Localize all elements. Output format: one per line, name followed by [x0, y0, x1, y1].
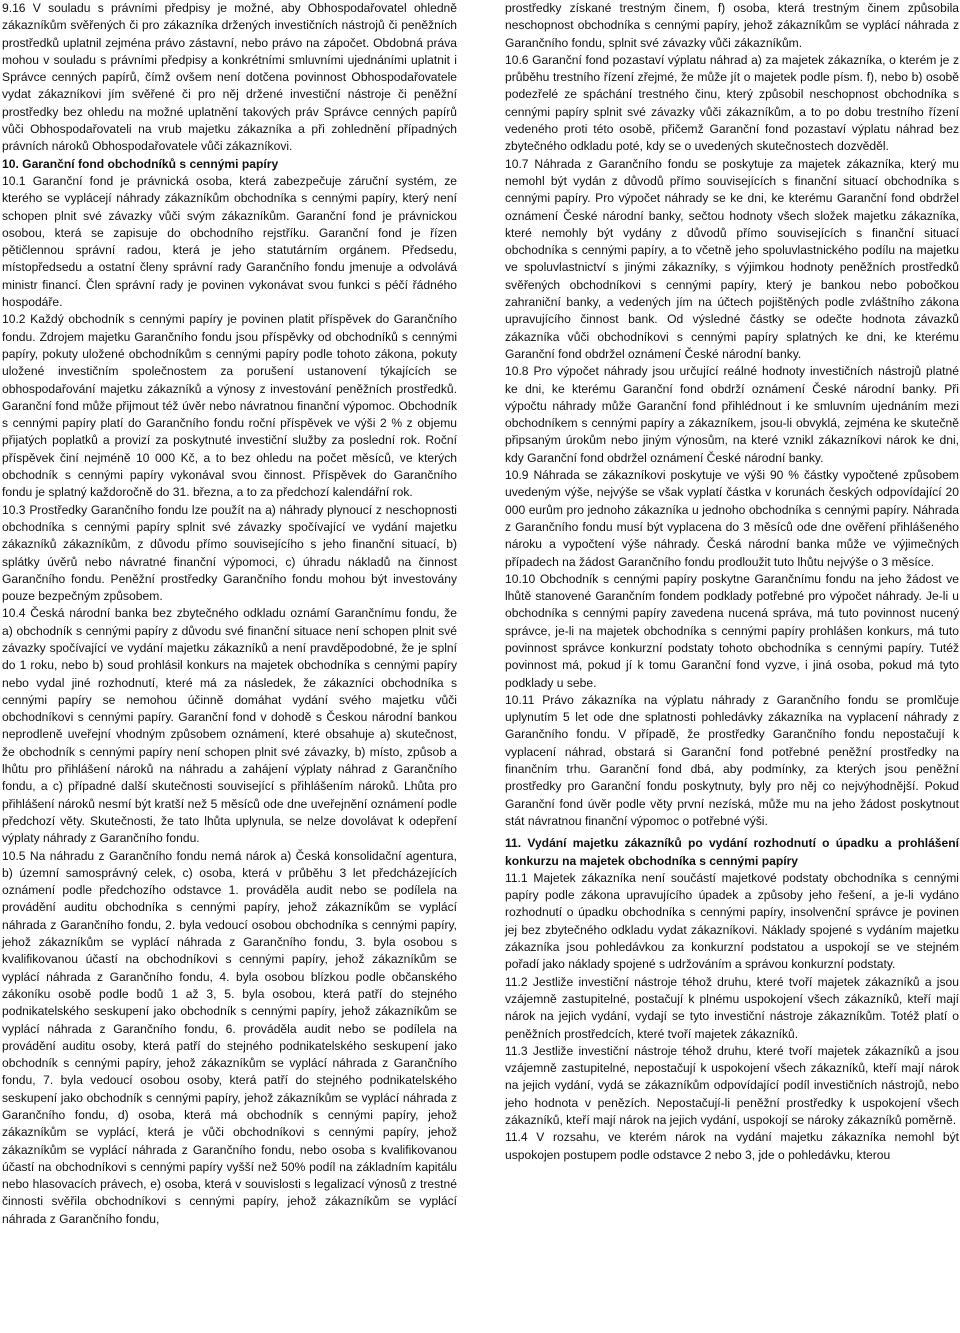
paragraph-10-6: 10.6 Garanční fond pozastaví výplatu náhrad a) za majetek zákazníka, o kterém je z průběhu trestního řízení zřejmé, že může jít o majetek podle písm. f), nebo b) osobě podezřelé ze spáchání trestného činu, který způsobil neschopnost obchodníka s cennými papíry splnit své závazky vůči zákazníkům, a to po dobu trestního řízení vedeného proti této osobě, přičemž Garanční fond pozastaví výplatu náhrad bez zbytečného odkladu poté, kdy se o uvedených skutečnostech dozvěděl.	[505, 52, 959, 154]
paragraph-10-3: 10.3 Prostředky Garančního fondu lze použít na a) náhrady plynoucí z neschopnosti obchodníka s cennými papíry splnit své závazky spočívající ve vydání majetku zákazníků zákazníkům, z důvodu přímo souvisejícího s jeho finanční situací, b) splátky úvěrů nebo návratné finanční výpomoci, c) úhradu nákladů na činnost Garančního fondu. Peněžní prostředky Garančního fondu mohou být investovány pouze bezpečným způsobem.	[2, 502, 457, 604]
paragraph-11-1: 11.1 Majetek zákazníka není součástí majetkové podstaty obchodníka s cennými papíry podle zákona upravujícího úpadek a způsoby jeho řešení, a je-li vydáno rozhodnutí o úpadku obchodníka s cennými papíry, insolvenční správce je povinen jej bez zbytečného odkladu vydat zákazníkovi. Náklady spojené s vydáním majetku zákazníka jsou pohledávkou za konkurzní podstatou a uspokojí se ve stejném pořadí jako náklady spojené s udržováním a správou konkurzní podstaty.	[505, 870, 959, 972]
paragraph-11-4: 11.4 V rozsahu, ve kterém nárok na vydání majetku zákazníka nemohl být uspokojen postupem podle odstavce 2 nebo 3, jde o pohledávku, kterou	[505, 1130, 959, 1162]
paragraph-10-2: 10.2 Každý obchodník s cennými papíry je povinen platit příspěvek do Garančního fondu. Zdrojem majetku Garančního fondu jsou příspěvky od obchodníků s cennými papíry, pokuty uložené obchodníkům s cennými papíry podle tohoto zákona, pokuty uložené investičním společnostem za porušení ustanovení týkajících se obhospodařování majetku zákazníků a výnosy z investování peněžních prostředků. Garanční fond může přijmout též úvěr nebo návratnou finanční výpomoc. Obchodník s cennými papíry platí do Garančního fondu roční příspěvek ve výši 2 % z objemu přijatých poplatků a provizí za poskytnuté investiční služby za poslední rok. Roční příspěvek činí nejméně 10 000 Kč, a to bez ohledu na počet měsíců, ve kterých obchodník s cennými papíry vykonával svou činnost. Příspěvek do Garančního fondu je splatný každoročně do 31. března, a to za předchozí kalendářní rok.	[2, 312, 457, 500]
section-heading-10: 10. Garanční fond obchodníků s cennými papíry	[2, 156, 279, 171]
right-column	[505, 0, 959, 1164]
paragraph-11-2: 11.2 Jestliže investiční nástroje téhož druhu, které tvoří majetek zákazníků a jsou vzájemně zastupitelné, postačují k plnému uspokojení všech zákazníků, kteří mají nárok na jejich vydání, vydají se tyto investiční nástroje zákazníkům. Totéž platí o peněžních prostředcích, které tvoří majetek zákazníků.	[505, 974, 959, 1041]
paragraph-11-3: 11.3 Jestliže investiční nástroje téhož druhu, které tvoří majetek zákazníků a jsou vzájemně zastupitelné, nepostačují k uspokojení všech zákazníků, kteří mají nárok na jejich vydání, vydá se zákazníkům odpovídající podíl investičních nástrojů, nebo jeho hodnota v penězích. Nepostačují-li peněžní prostředky k uspokojení všech zákazníků, kteří mají nárok na jejich vydání, uspokojí se nároky zákazníků poměrně.	[505, 1043, 959, 1127]
paragraph-10-1: 10.1 Garanční fond je právnická osoba, která zabezpečuje záruční systém, ze kterého se vyplácejí náhrady zákazníkům obchodníka s cennými papíry, který není schopen plnit své závazky vůči svým zákazníkům. Garanční fond je právnickou osobou, která se zapisuje do obchodního rejstříku. Garanční fond je řízen pětičlennou správní radou, která je jeho statutárním orgánem. Předsedu, místopředsedu a ostatní členy správní rady Garančního fondu jmenuje a odvolává ministr financí. Člen správní rady je povinen vykonávat svou funkci s péčí řádného hospodáře.	[2, 173, 457, 310]
paragraph-10-11: 10.11 Právo zákazníka na výplatu náhrady z Garančního fondu se promlčuje uplynutím 5 let ode dne splatnosti pohledávky zákazníka na vyplacení náhrady z Garančního fondu. V případě, že prostředky Garančního fondu nepostačují k vyplacení náhrad, obstará si Garanční fond potřebné peněžní prostředky na finančním trhu. Garanční fond dbá, aby podmínky, za kterých jsou peněžní prostředky pro Garanční fondu poskytnuty, byly pro něj co nejvýhodnější. Pokud Garanční fond úvěr podle věty první nezíská, může mu na jeho žádost poskytnout stát návratnou finanční výpomoc o potřebné výši.	[505, 692, 959, 828]
paragraph-10-5-continued: prostředky získané trestným činem, f) osoba, která trestným činem způsobila neschopnost obchodníka s cennými papíry, jehož zákazníkům se vyplácí náhrada z Garančního fondu, splnit své závazky vůči zákazníkům.	[505, 1, 959, 50]
paragraph-9-16: 9.16 V souladu s právními předpisy je možné, aby Obhospodařovatel ohledně zákazníkům svěřených či pro zákazníka držených investičních nástrojů či peněžních prostředků uplatnil zejména právo zástavní, nebo právo na zápočet. Obdobná práva mohou v souladu s právními předpisy a konkrétními smluvními ujednáními uplatnit i Správce cenných papírů, čímž ovšem není dotčena povinnost Obhospodařovatele vydat zákazníkovi jím svěřené či pro něj držené investiční nástroje či peněžní prostředky bez ohledu na možné uplatnění takových práv Správce cenných papírů vůči Obhospodařovateli na vrub majetku zákazníka a při zohlednění případných právních nároků Obhospodařovatele vůči zákazníkovi.	[2, 1, 457, 154]
paragraph-10-5: 10.5 Na náhradu z Garančního fondu nemá nárok a) Česká konsolidační agentura, b) územní samosprávný celek, c) osoba, která v průběhu 3 let předcházejících oznámení podle předchozího odstavce 1. prováděla audit nebo se podílela na provádění auditu obchodníka s cennými papíry, jehož zákazníkům se vyplácí náhrada z Garančního fondu, 2. byla vedoucí osobou obchodníka s cennými papíry, jehož zákazníkům se vyplácí náhrada z Garančního fondu, 3. byla osobou s kvalifikovanou účastí na obchodníkovi s cennými papíry, jehož zákazníkům se vyplácí náhrada z Garančního fondu, 4. byla osobou blízkou podle občanského zákoníku osobě podle bodů 1 až 3, 5. byla osobou, která patří do stejného podnikatelského seskupení jako obchodník s cennými papíry, jehož zákazníkům se vyplácí náhrada z Garančního fondu, 6. prováděla audit nebo se podílela na provádění auditu osoby, která patří do stejného podnikatelského seskupení jako obchodník s cennými papíry, jehož zákazníkům se vyplácí náhrada z Garančního fondu, 7. byla vedoucí osobou osoby, která patří do stejného podnikatelského seskupení jako obchodník s cennými papíry, jehož zákazníkům se vyplácí náhrada z Garančního fondu, d) osoba, která má obchodník s cennými papíry, jehož zákazníkům se vyplácí, která je vůči obchodníkovi s cennými papíry, jehož zákazníkům se vyplácí náhrada z Garančního fondu, nebo osoba s kvalifikovanou účastí na obchodníkovi s cennými papíry vyšší než 50% podíl na základním kapitálu nebo hlasovacích právech, e) osoba, která v souvislosti s legalizací výnosů z trestné činnosti svěřila obchodníkovi s cennými papíry, jehož zákazníkům se vyplácí náhrada z Garančního fondu,	[2, 848, 457, 1226]
paragraph-10-9: 10.9 Náhrada se zákazníkovi poskytuje ve výši 90 % částky vypočtené způsobem uvedeným výše, nejvýše se však vyplatí částka v korunách českých odpovídající 20 000 eurům pro jednoho zákazníka u jednoho obchodníka s cennými papíry. Náhrada z Garančního fondu musí být vyplacena do 3 měsíců ode dne ověření přihlášeného nároku a vypočtení výše náhrady. Česká národní banka může ve výjimečných případech na žádost Garančního fondu prodloužit tuto lhůtu nejvýše o 3 měsíce.	[505, 468, 959, 569]
paragraph-10-8: 10.8 Pro výpočet náhrady jsou určující reálné hodnoty investičních nástrojů platné ke dni, ke kterému Garanční fond obdrží oznámení České národní banky. Při výpočtu náhrady může Garanční fond přihlédnout i ke smluvním ujednáním mezi obchodníkem s cennými papíry a zákazníkem, jsou-li obvyklá, zejména ke skutečně připsaným úrokům nebo jiným výnosům, na které vznikl zákazníkovi nárok ke dni, kdy Garanční fond obdržel oznámení České národní banky.	[505, 364, 959, 465]
paragraph-10-10: 10.10 Obchodník s cennými papíry poskytne Garančnímu fondu na jeho žádost ve lhůtě stanovené Garančním fondem podklady potřebné pro výpočet náhrady. Je-li u obchodníka s cennými papíry zavedena nucená správa, má tuto povinnost nucený správce, je-li na majetek obchodníka s cennými papíry prohlášen konkurs, má tuto povinnost správce konkurzní podstaty tohoto obchodníka s cennými papíry. Tutéž povinnost má, pokud jí k tomu Garanční fond vyzve, i jiná osoba, pokud má tyto podklady u sebe.	[505, 571, 959, 690]
section-heading-11: 11. Vydání majetku zákazníků po vydání rozhodnutí o úpadku a prohlášení konkurzu na majetek obchodníka s cennými papíry	[505, 836, 959, 868]
paragraph-10-4: 10.4 Česká národní banka bez zbytečného odkladu oznámí Garančnímu fondu, že a) obchodník s cennými papíry z důvodu své finanční situace není schopen plnit své závazky spočívající ve vydání majetku zákazníků a není pravděpodobné, že je splní do 1 roku, nebo b) soud prohlásil konkurs na majetek obchodníka s cennými papíry nebo vydal jiné rozhodnutí, které má za následek, že zákazníci obchodníka s cennými papíry se nemohou účinně domáhat vydání svého majetku vůči obchodníkovi s cennými papíry. Garanční fond v dohodě s Českou národní bankou neprodleně uveřejní vhodným způsobem oznámení, které obsahuje a) skutečnost, že obchodník s cennými papíry není schopen plnit své závazky, b) místo, způsob a lhůtu pro přihlášení nároků na náhradu a zahájení výplaty náhrad z Garančního fondu, a c) případné další skutečnosti související s přihlášením nároků. Lhůta pro přihlášení nároků nesmí být kratší než 5 měsíců ode dne uveřejnění oznámení podle předchozí věty. Skutečnosti, že tato lhůta uplynula, se nelze dovolávat k odepření výplaty náhrady z Garančního fondu.	[2, 606, 457, 846]
left-column	[2, 0, 457, 1228]
paragraph-10-7: 10.7 Náhrada z Garančního fondu se poskytuje za majetek zákazníka, který mu nemohl být vydán z důvodů přímo souvisejících s finanční situací obchodníka s cennými papíry. Pro výpočet náhrady se ke dni, ke kterému Garanční fond obdržel oznámení České národní banky, sečtou hodnoty všech složek majetku zákazníka, které nemohly být vydány z důvodů přímo souvisejících s finanční situací obchodníka s cennými papíry, a to včetně jeho spoluvlastnického podílu na majetku ve spoluvlastnictví s jinými zákazníky, s výjimkou hodnoty peněžních prostředků svěřených obchodníkovi s cennými papíry, který je bankou nebo pobočkou zahraniční banky, a vedených jím na účtech pojištěných podle zvláštního zákona upravujícího činnost bank. Od výsledné částky se odečte hodnota závazků zákazníka vůči obchodníkovi s cennými papíry splatných ke dni, ke kterému Garanční fond obdržel oznámení České národní banky.	[505, 156, 959, 361]
